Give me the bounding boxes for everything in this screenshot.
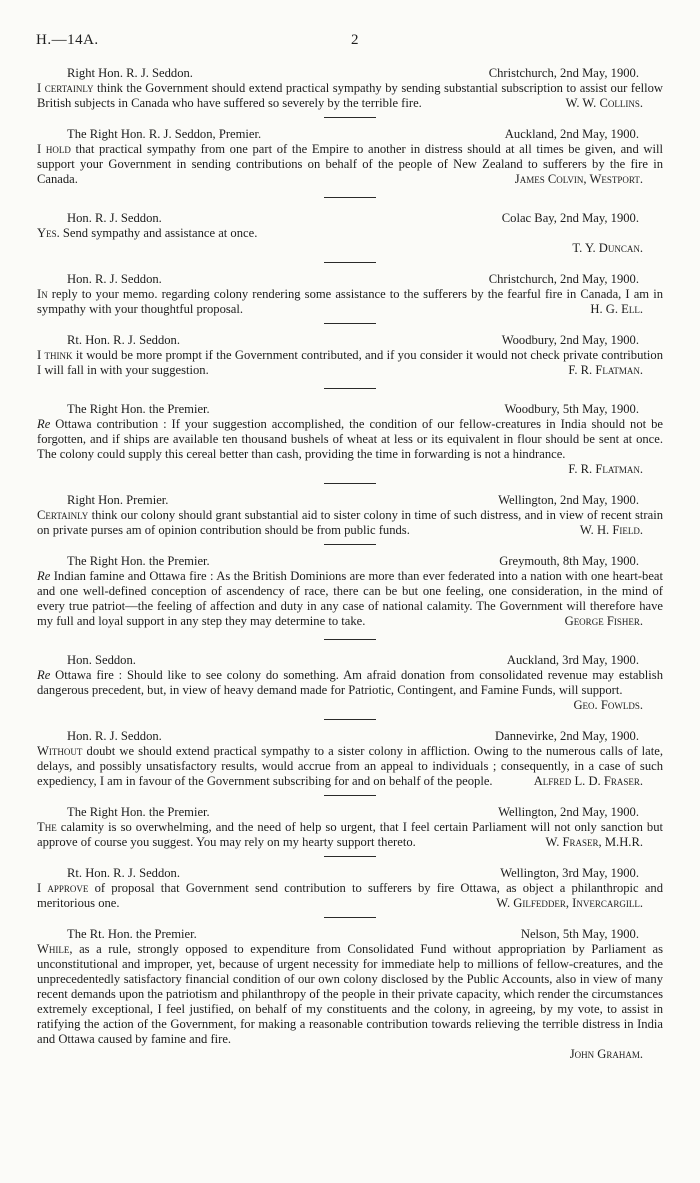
letter-entry — [37, 493, 663, 538]
letter-body — [37, 142, 663, 187]
separator-rule — [324, 856, 376, 857]
letter-addressee: Hon. R. J. Seddon. — [67, 729, 162, 743]
letter-text: that practical sympathy from one part of the Empire to another in distress should at all times be given, and will support your Government in sending contributions on behalf of the people of New Zealand to sufferers by the fire in Canada. — [37, 142, 663, 186]
separator-rule — [324, 639, 376, 640]
letter-body — [37, 668, 663, 713]
letter-lead-word: While, — [37, 942, 73, 956]
letter-entry — [37, 653, 663, 713]
letter-text: of proposal that Government send contribution to sufferers by fire Ottawa, as object a philanthropic and meritorious one. — [37, 881, 663, 910]
letter-addressee: Right Hon. R. J. Seddon. — [67, 66, 193, 80]
separator-rule — [324, 117, 376, 118]
letter-text: Indian famine and Ottawa fire : As the British Dominions are more than ever federated into a nation with one heart-beat and one well-defined conception of ascendency of race, there can be but one feeling, one consideration, in the mind of every true patriot—the feeling of affection and duty in any case of national calamity. The Government will therefore have my full and loyal support in any step they may determine to take. — [37, 569, 663, 628]
letter-signature: George Fisher. — [564, 614, 643, 628]
letter-entry — [37, 554, 663, 629]
letter-address-line — [37, 211, 663, 226]
letter-entry — [37, 211, 663, 256]
separator-rule — [324, 197, 376, 198]
letter-body — [37, 226, 663, 241]
page-number: 2 — [351, 32, 359, 48]
letter-body — [37, 287, 663, 317]
letter-addressee: Hon. Seddon. — [67, 653, 136, 667]
page-header — [36, 32, 664, 52]
letter-entry — [37, 66, 663, 111]
letter-addressee: The Right Hon. the Premier. — [67, 805, 210, 819]
letter-signature: John Graham. — [569, 1047, 643, 1061]
separator-rule — [324, 795, 376, 796]
letter-text: Ottawa fire : Should like to see colony do something. Am afraid donation from consolidated revenue may establish dangerous precedent, but, in view of heavy demand made for Patriotic, Contingent, and Famine Funds, will support. — [37, 668, 663, 697]
letter-text: Ottawa contribution : If your suggestion accomplished, the condition of our fellow-creatures in India should not be forgotten, and if ships are available ten thousand bushels of wheat at less or its equivalent in flour should be sent at once. The colony could supply this cereal better than cash, providing the time in forwarding is not a hindrance. — [37, 417, 663, 461]
letter-lead-word: The — [37, 820, 57, 834]
letter-lead-word: Yes. — [37, 226, 60, 240]
letter-signature: T. Y. Duncan. — [572, 241, 643, 255]
letter-text: Send sympathy and assistance at once. — [59, 226, 258, 240]
letter-lead-word: I approve — [37, 881, 89, 895]
letter-addressee: Rt. Hon. R. J. Seddon. — [67, 866, 181, 880]
letter-addressee: The Right Hon. the Premier. — [67, 554, 210, 568]
letter-lead-word: Without — [37, 744, 83, 758]
letter-signature: W. Gilfedder, Invercargill. — [496, 896, 643, 910]
document-reference: H.—14A. — [36, 32, 99, 48]
letter-place-date: Wellington, 2nd May, 1900. — [498, 493, 639, 507]
letter-body — [37, 744, 663, 789]
letter-lead-word: Re — [37, 569, 51, 583]
letter-addressee: Hon. R. J. Seddon. — [67, 211, 162, 225]
letter-signature: F. R. Flatman. — [568, 462, 643, 476]
letter-place-date: Greymouth, 8th May, 1900. — [499, 554, 639, 568]
letter-addressee: Hon. R. J. Seddon. — [67, 272, 162, 286]
letter-address-line — [37, 127, 663, 142]
letter-addressee: The Rt. Hon. the Premier. — [67, 927, 197, 941]
letter-address-line — [37, 805, 663, 820]
letter-body — [37, 348, 663, 378]
letter-body — [37, 881, 663, 911]
letter-body — [37, 820, 663, 850]
letter-address-line — [37, 272, 663, 287]
letter-place-date: Woodbury, 2nd May, 1900. — [501, 333, 639, 347]
letter-entry — [37, 927, 663, 1062]
letter-entry — [37, 866, 663, 911]
letter-lead-word: I hold — [37, 142, 71, 156]
letter-text: doubt we should extend practical sympathy to a sister colony in affliction. Owing to the numerous calls of late, delays, and possibly unsatisfactory results, would accrue from an appeal to individuals ; consequently, in a case of such expediency, I am in favour of the Government subscribing for and on behalf of the people. — [37, 744, 663, 788]
letter-address-line — [37, 402, 663, 417]
letter-body — [37, 569, 663, 629]
letter-place-date: Wellington, 3rd May, 1900. — [500, 866, 639, 880]
letter-lead-word: Re — [37, 417, 51, 431]
letter-address-line — [37, 333, 663, 348]
letter-entry — [37, 805, 663, 850]
letter-entry — [37, 272, 663, 317]
letter-entry — [37, 729, 663, 789]
letter-address-line — [37, 66, 663, 81]
letter-signature: H. G. Ell. — [590, 302, 643, 316]
letter-place-date: Colac Bay, 2nd May, 1900. — [501, 211, 639, 225]
letter-lead-word: I think — [37, 348, 73, 362]
letter-entry — [37, 127, 663, 187]
letter-lead-word: I certainly — [37, 81, 94, 95]
letter-body — [37, 81, 663, 111]
separator-rule — [324, 323, 376, 324]
letter-signature: W. W. Collins. — [565, 96, 643, 110]
letter-place-date: Wellington, 2nd May, 1900. — [498, 805, 639, 819]
letter-signature: James Colvin, Westport. — [514, 172, 643, 186]
letter-signature: Alfred L. D. Fraser. — [533, 774, 643, 788]
letter-place-date: Christchurch, 2nd May, 1900. — [488, 272, 639, 286]
letter-place-date: Dannevirke, 2nd May, 1900. — [495, 729, 639, 743]
letter-place-date: Woodbury, 5th May, 1900. — [504, 402, 639, 416]
letter-body — [37, 508, 663, 538]
letter-place-date: Auckland, 2nd May, 1900. — [504, 127, 639, 141]
separator-rule — [324, 483, 376, 484]
letter-place-date: Nelson, 5th May, 1900. — [520, 927, 639, 941]
letter-body — [37, 942, 663, 1047]
letter-body — [37, 417, 663, 477]
letter-place-date: Auckland, 3rd May, 1900. — [506, 653, 639, 667]
separator-rule — [324, 544, 376, 545]
letter-entry — [37, 333, 663, 378]
letter-address-line — [37, 554, 663, 569]
letter-addressee: The Right Hon. the Premier. — [67, 402, 210, 416]
letter-signature: W. Fraser, M.H.R. — [545, 835, 643, 849]
letter-entry — [37, 402, 663, 477]
letter-address-line — [37, 729, 663, 744]
letter-signature: Geo. Fowlds. — [573, 698, 643, 712]
letter-place-date: Christchurch, 2nd May, 1900. — [488, 66, 639, 80]
letters-column — [37, 66, 663, 1062]
letter-addressee: The Right Hon. R. J. Seddon, Premier. — [67, 127, 262, 141]
separator-rule — [324, 917, 376, 918]
letter-text: think the Government should extend practical sympathy by sending substantial subscription to assist our fellow British subjects in Canada who have suffered so severely by the terrible fire. — [37, 81, 663, 110]
separator-rule — [324, 719, 376, 720]
letter-text: calamity is so overwhelming, and the need of help so urgent, that I feel certain Parliament will not only sanction but approve of course you suggest. You may rely on my hearty support thereto. — [37, 820, 663, 849]
letter-address-line — [37, 653, 663, 668]
letter-lead-word: In — [37, 287, 48, 301]
letter-address-line — [37, 866, 663, 881]
separator-rule — [324, 388, 376, 389]
letter-address-line — [37, 493, 663, 508]
separator-rule — [324, 262, 376, 263]
letter-lead-word: Re — [37, 668, 51, 682]
letter-lead-word: Certainly — [37, 508, 89, 522]
letter-addressee: Right Hon. Premier. — [67, 493, 169, 507]
letter-address-line — [37, 927, 663, 942]
letter-signature: W. H. Field. — [579, 523, 643, 537]
letter-text: it would be more prompt if the Government contributed, and if you consider it would not check private contribution I will fall in with your suggestion. — [37, 348, 663, 377]
letter-text: reply to your memo. regarding colony rendering some assistance to the sufferers by the fearful fire in Canada, I am in sympathy with your thoughtful proposal. — [37, 287, 663, 316]
letter-addressee: Rt. Hon. R. J. Seddon. — [67, 333, 181, 347]
letter-signature: F. R. Flatman. — [568, 363, 643, 377]
letter-text: as a rule, strongly opposed to expenditure from Consolidated Fund without appropriation by Parliament as unconstitutional and improper, yet, because of urgent necessity for immediate help to millions of fellow-creatures, and the unprecedentedly satisfactory financial condition of our own colony disclosed by the Public Accounts, also in view of many recent demands upon the patriotism and philanthropy of the people in their private capacity, which render the circumstances extremely exceptional, I feel justified, on behalf of my constituents and the colony, in agreeing, by my vote, to assist in ratifying the action of the Government, for making a reasonable contribution towards relieving the terrible distress in India and Ottawa caused by famine and fire. — [37, 942, 663, 1046]
letter-text: think our colony should grant substantial aid to sister colony in time of such distress, and in view of recent strain on private purses am of opinion contribution should be from public funds. — [37, 508, 663, 537]
